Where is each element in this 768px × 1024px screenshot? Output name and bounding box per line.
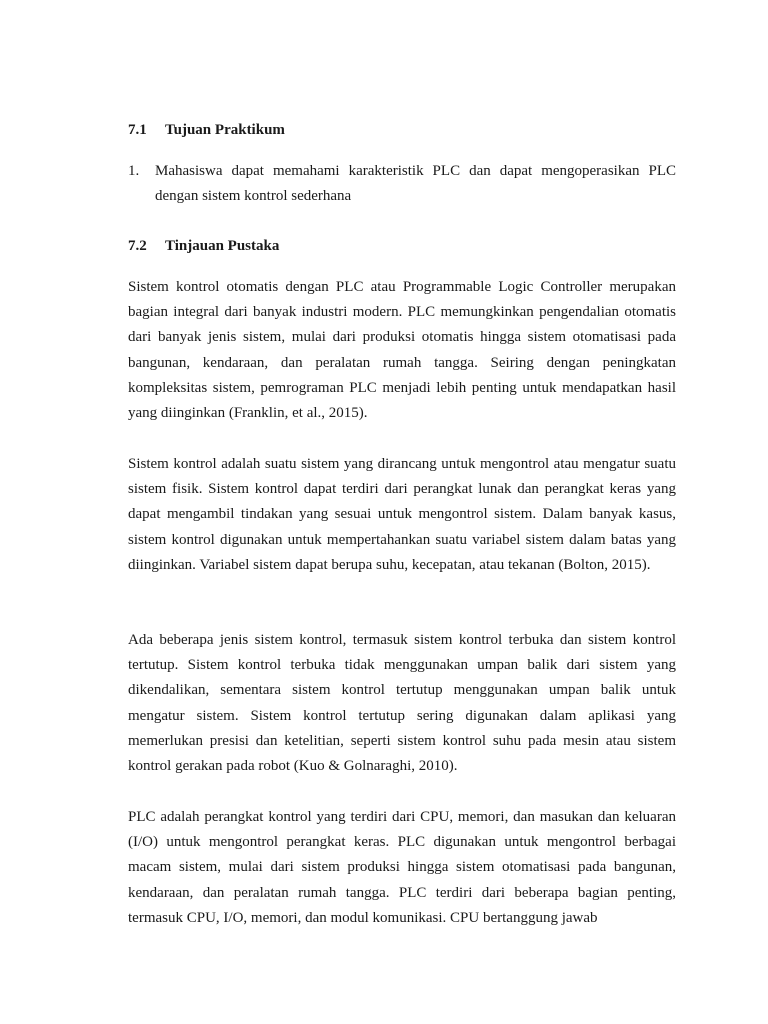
body-paragraph: Sistem kontrol adalah suatu sistem yang dirancang untuk mengontrol atau mengatur suatu sistem fisik. Sistem kontrol dapat terdiri dari perangkat lunak dan perangkat keras yang dapat mengambil tindakan yang sesuai untuk mengontrol sistem. Dalam banyak kasus, sistem kontrol digunakan untuk mempertahankan suatu variabel sistem dalam batas yang diinginkan. Variabel sistem dapat berupa suhu, kecepatan, atau tekanan (Bolton, 2015). bbox=[128, 456, 676, 573]
body-paragraph: Sistem kontrol otomatis dengan PLC atau Programmable Logic Controller merupakan bagian integral dari banyak industri modern. PLC memungkinkan pengendalian otomatis dari banyak jenis sistem, mulai dari produksi otomatis hingga sistem otomatisasi pada bangunan, kendaraan, dan peralatan rumah tangga. Seiring dengan peningkatan kompleksitas sistem, pemrograman PLC menjadi lebih penting untuk mendapatkan hasil yang diinginkan (Franklin, et al., 2015). bbox=[128, 279, 676, 422]
body-paragraph: PLC adalah perangkat kontrol yang terdiri dari CPU, memori, dan masukan dan keluaran (I/O) untuk mengontrol perangkat keras. PLC digunakan untuk mengontrol berbagai macam sistem, mulai dari sistem produksi hingga sistem otomatisasi pada bangunan, kendaraan, dan peralatan rumah tangga. PLC terdiri dari beberapa bagian penting, termasuk CPU, I/O, memori, dan modul komunikasi. CPU bertanggung jawab bbox=[128, 809, 676, 926]
section-title: Tinjauan Pustaka bbox=[165, 238, 280, 254]
section-heading-tinjauan-pustaka bbox=[128, 236, 279, 256]
list-item bbox=[128, 159, 676, 209]
body-paragraph: Ada beberapa jenis sistem kontrol, termasuk sistem kontrol terbuka dan sistem kontrol tertutup. Sistem kontrol terbuka tidak menggunakan umpan balik dari sistem yang dikendalikan, sementara sistem kontrol tertutup menggunakan umpan balik untuk mengatur sistem. Sistem kontrol tertutup sering digunakan dalam aplikasi yang memerlukan presisi dan ketelitian, seperti sistem kontrol suhu pada mesin atau sistem kontrol gerakan pada robot (Kuo & Golnaraghi, 2010). bbox=[128, 632, 676, 775]
list-item-text: Mahasiswa dapat memahami karakteristik PLC dan dapat mengoperasikan PLC dengan sistem kontrol sederhana bbox=[155, 163, 676, 204]
section-number: 7.2 bbox=[128, 238, 147, 254]
section-heading-tujuan-praktikum bbox=[128, 120, 285, 140]
list-marker: 1. bbox=[128, 163, 140, 179]
section-title: Tujuan Praktikum bbox=[165, 122, 285, 138]
section-number: 7.1 bbox=[128, 122, 147, 138]
